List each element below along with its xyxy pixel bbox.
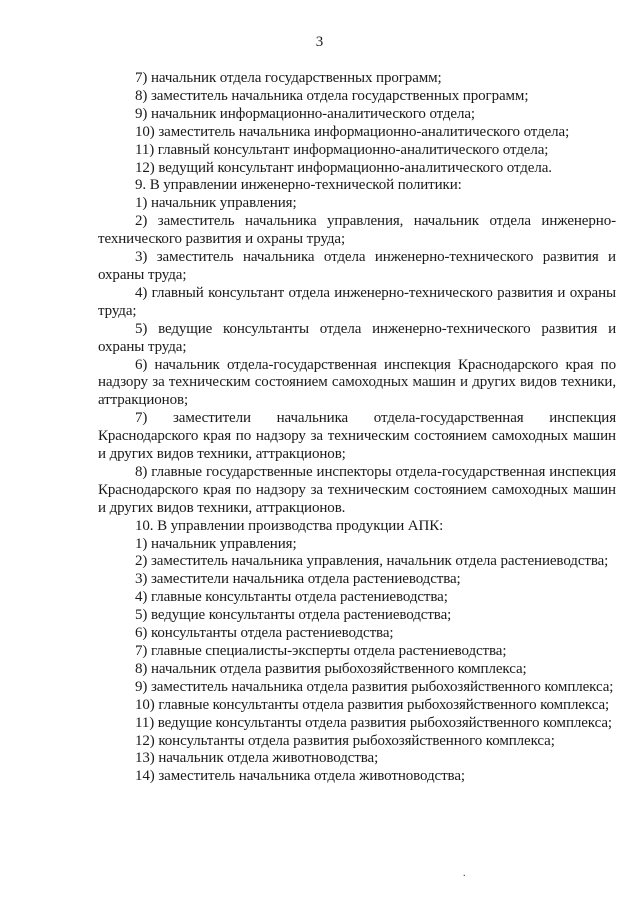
- footer-mark: .: [463, 868, 466, 879]
- list-item: 7) начальник отдела государственных программ;: [135, 70, 442, 86]
- document-body: [98, 70, 616, 786]
- list-item: 3) заместители начальника отдела растениеводства;: [135, 571, 461, 588]
- page-number: 3: [315, 34, 324, 50]
- list-item: 12) консультанты отдела развития рыбохозяйственного комплекса;: [135, 732, 555, 749]
- list-item: 9) начальник информационно-аналитического отдела;: [135, 105, 475, 122]
- list-item: 8) начальник отдела развития рыбохозяйственного комплекса;: [135, 660, 527, 677]
- list-item: 1) начальник управления;: [135, 535, 297, 552]
- list-item: 6) консультанты отдела растениеводства;: [135, 625, 394, 642]
- list-item: 2) заместитель начальника управления, начальник отдела инженерно-технического развития и охраны труда;: [98, 213, 616, 248]
- list-item: 11) ведущие консультанты отдела развития рыбохозяйственного комплекса;: [135, 714, 612, 731]
- list-item: 4) главный консультант отдела инженерно-технического развития и охраны труда;: [98, 284, 616, 319]
- list-item: 2) заместитель начальника управления, начальник отдела растениеводства;: [135, 553, 609, 570]
- section-heading: 10. В управлении производства продукции АПК:: [135, 517, 444, 534]
- list-item: 14) заместитель начальника отдела животноводства;: [135, 768, 465, 785]
- list-item: 10) главные консультанты отдела развития рыбохозяйственного комплекса;: [135, 696, 610, 713]
- list-item: 7) главные специалисты-эксперты отдела растениеводства;: [135, 643, 507, 659]
- list-item: 8) заместитель начальника отдела государственных программ;: [135, 87, 529, 104]
- list-item: 4) главные консультанты отдела растениеводства;: [135, 589, 448, 606]
- list-item: 1) начальник управления;: [135, 195, 297, 212]
- list-item: 8) главные государственные инспекторы отдела-государственная инспекция Краснодарского края по надзору за техническим состоянием самоходных машин и других видов техники, аттракционов.: [98, 463, 616, 516]
- list-item: 5) ведущие консультанты отдела инженерно-технического развития и охраны труда;: [98, 320, 616, 355]
- list-item: 7) заместители начальника отдела-государственная инспекция Краснодарского края по надзору за техническим состоянием самоходных машин и других видов техники, аттракционов;: [98, 410, 616, 463]
- list-item: 11) главный консультант информационно-аналитического отдела;: [135, 141, 549, 158]
- list-item: 10) заместитель начальника информационно-аналитического отдела;: [135, 123, 570, 140]
- list-item: 12) ведущий консультант информационно-аналитического отдела.: [135, 159, 552, 176]
- list-item: 6) начальник отдела-государственная инспекция Краснодарского края по надзору за техническим состоянием самоходных машин и других видов техники, аттракционов;: [98, 356, 616, 409]
- list-item: 3) заместитель начальника отдела инженерно-технического развития и охраны труда;: [98, 249, 616, 283]
- list-item: 5) ведущие консультанты отдела растениеводства;: [135, 607, 452, 624]
- list-item: 9) заместитель начальника отдела развития рыбохозяйственного комплекса;: [135, 678, 614, 695]
- section-heading: 9. В управлении инженерно-технической политики:: [135, 177, 462, 194]
- list-item: 13) начальник отдела животноводства;: [135, 750, 379, 767]
